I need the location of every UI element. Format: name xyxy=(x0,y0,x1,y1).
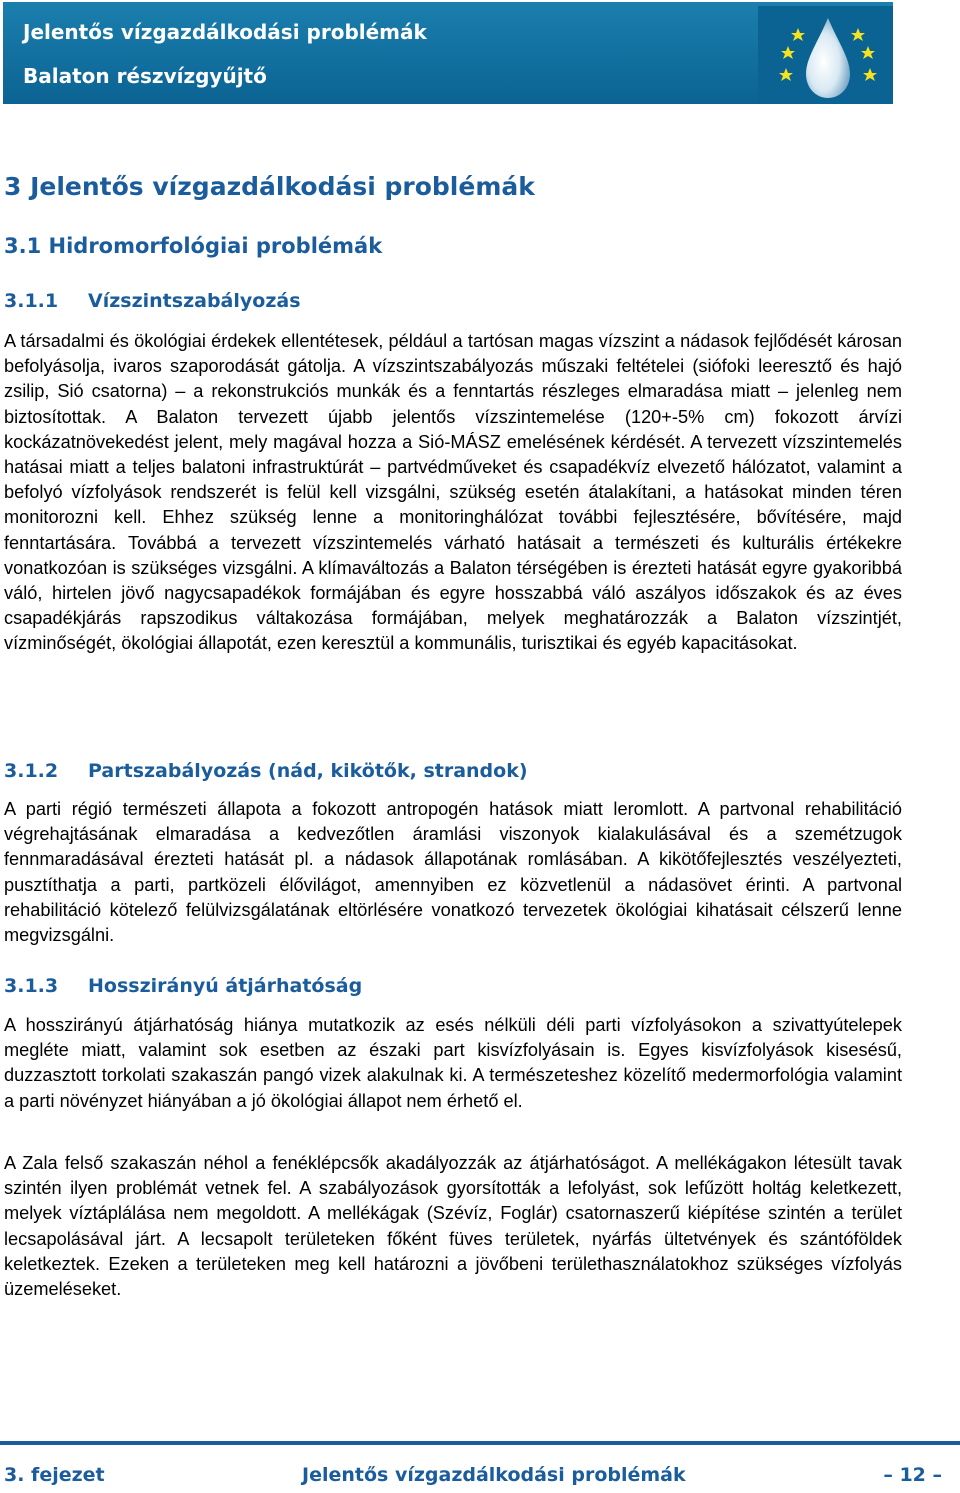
paragraph-hosszirany-1: A hosszirányú átjárhatóság hiánya mutatkozik az esés nélküli déli parti vízfolyásokon a szivattyútelepek megléte miatt, valamint sok esetben az északi part kisvízfolyásain is. Egyes kisvízfolyások kisesésű, duzzasztott torkolati szakaszán pangó vizek alakulnak ki. A természeteshez közelítő medermorfológia valamint a parti növényzet hiányában a jó ökológiai állapot nem érhető el. xyxy=(4,1015,902,1111)
chapter-heading: 3 Jelentős vízgazdálkodási problémák xyxy=(4,172,535,201)
subsection-heading-3-1-2 xyxy=(4,760,528,782)
footer-page-number: – 12 – xyxy=(883,1464,942,1486)
subsection-number: 3.1.3 xyxy=(4,975,59,997)
water-drop-logo-icon xyxy=(758,6,898,116)
subsection-heading-3-1-3 xyxy=(4,975,362,997)
footer-title: Jelentős vízgazdálkodási problémák xyxy=(302,1464,686,1486)
section-heading: 3.1 Hidromorfológiai problémák xyxy=(4,234,383,258)
paragraph-vizszint: A társadalmi és ökológiai érdekek ellentétesek, például a tartósan magas vízszint a nádasok fejlődését károsan befolyásolja, ivaros szaporodását gátolja. A vízszintszabályozás műszaki feltételei (siófoki leeresztő és hajó zsilip, Sió csatorna) – a rekonstrukciós munkák és a fenntartás részleges elmaradása miatt – jelenleg nem biztosítottak. A Balaton tervezett újabb jelentős vízszintemelése (120+-5% cm) fokozott árvízi kockázatnövekedést jelent, mely magával hozza a Sió-MÁSZ emelésének kérdését. A tervezett vízszintemelés hatásai miatt a teljes balatoni infrastruktúrát – partvédműveket és csapadékvíz elvezető hálózatot, valamint a befolyó vízfolyások rendszerét is felül kell vizsgálni, szükség esetén átalakítani, a hatásokat minden téren monitorozni kell. Ehhez szükség lenne a monitoringhálózat további fejlesztésére, bővítésére, majd fenntartására. Továbbá a tervezett vízszintemelés várható hatásait a természeti és kulturális értékekre vonatkozóan is szükséges vizsgálni. A klímaváltozás a Balaton térségében is érezteti hatását egyre gyakoribbá váló, hirtelen jövő nagycsapadékok formájában és egyre hosszabbá váló aszályos időszakok és az éves csapadékjárás rapszodikus váltakozása formájában, melyek meghatározzák a Balaton vízszintjét, vízminőségét, ökológiai állapotát, ezen keresztül a kommunális, turisztikai és egyéb kapacitásokat. xyxy=(4,331,902,654)
footer-divider xyxy=(0,1441,960,1445)
paragraph-hosszirany-2: A Zala felső szakaszán néhol a fenéklépcsők akadályozzák az átjárhatóságot. A mellékágakon létesült tavak szintén ilyen problémát vetnek fel. A szabályozások gyorsították a lefolyást, sok lefűzött holtág keletkezett, melyek víztáplálása nem megoldott. A mellékágak (Szévíz, Foglár) csatornaszerű kiépítése szintén a terület lecsapolásával járt. A lecsapolt területeken főként füves területek, nyárfás ültetvények és szántóföldek keletkeztek. Ezeken a területeken meg kell határozni a jövőbeni területhasználatokhoz szükséges vízfolyás üzemeléseket. xyxy=(4,1153,902,1300)
header-subtitle: Balaton részvízgyűjtő xyxy=(23,64,267,88)
subsection-title: Partszabályozás (nád, kikötők, strandok) xyxy=(88,760,528,782)
paragraph-partszabalyozas: A parti régió természeti állapota a fokozott antropogén hatások miatt leromlott. A partvonal rehabilitáció végrehajtásának elmaradása a kedvezőtlen áramlási viszonyok kialakulásával és a szemétzugok fennmaradásával érezteti hatását pl. a nádasok állapotának romlásában. A kikötőfejlesztés veszélyezteti, pusztíthatja a parti, partközeli élővilágot, amennyiben ez közvetlenül a nádasövet érinti. A partvonal rehabilitáció kötelező felülvizsgálatának eltörlésére vonatkozó tervezetek ökológiai kihatásait célszerű lenne megvizsgálni. xyxy=(4,799,902,946)
subsection-title: Hosszirányú átjárhatóság xyxy=(88,975,363,997)
subsection-number: 3.1.1 xyxy=(4,290,59,312)
subsection-heading-3-1-1 xyxy=(4,290,301,312)
subsection-title: Vízszintszabályozás xyxy=(88,290,301,312)
footer-chapter: 3. fejezet xyxy=(4,1464,105,1486)
header-title: Jelentős vízgazdálkodási problémák xyxy=(23,20,427,44)
subsection-number: 3.1.2 xyxy=(4,760,59,782)
